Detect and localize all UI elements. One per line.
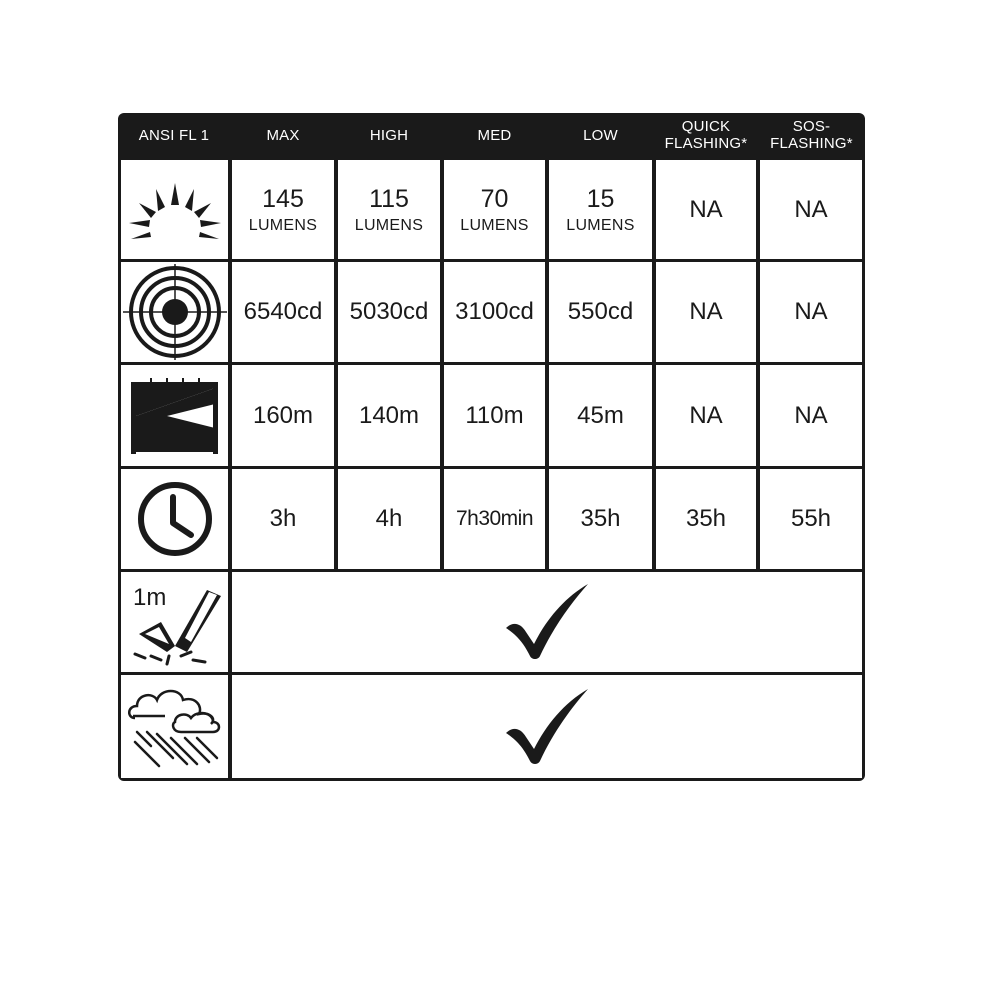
value: 3h xyxy=(269,505,297,532)
lumens-quick xyxy=(656,160,756,259)
value: 140m xyxy=(358,401,420,429)
value: 35h xyxy=(685,505,727,532)
candela-high xyxy=(338,262,440,362)
water-status xyxy=(232,675,862,778)
runtime-sos xyxy=(760,469,862,569)
impact-status xyxy=(232,572,862,672)
runtime-low xyxy=(549,469,652,569)
runtime-med xyxy=(444,469,545,569)
header-sos-line2: FLASHING* xyxy=(770,135,853,152)
header-quick-line1: QUICK xyxy=(681,118,731,135)
value: 45m xyxy=(577,401,624,429)
candela-med xyxy=(444,262,545,362)
value: 110m xyxy=(465,401,524,429)
candela-quick xyxy=(656,262,756,362)
target-icon xyxy=(121,262,228,362)
value: 55h xyxy=(790,505,832,532)
value: NA xyxy=(689,195,723,223)
lumens-low xyxy=(549,160,652,259)
lumens-med xyxy=(444,160,545,259)
value: NA xyxy=(689,298,723,325)
runtime-max xyxy=(232,469,334,569)
header-quick-flashing xyxy=(654,113,758,157)
header-label: ANSI FL 1 xyxy=(138,126,210,144)
sun-icon xyxy=(121,160,228,259)
header-quick-line2: FLASHING* xyxy=(664,135,748,152)
spec-table xyxy=(118,113,865,781)
candela-low xyxy=(549,262,652,362)
runtime-high xyxy=(338,469,440,569)
clock-icon xyxy=(121,469,228,569)
lumens-high xyxy=(338,160,440,259)
value: 160m xyxy=(252,401,314,429)
header-sos-flashing xyxy=(758,113,865,157)
distance-high xyxy=(338,365,440,466)
value: 5030cd xyxy=(349,298,429,325)
value: 550cd xyxy=(567,298,634,325)
value: 3100cd xyxy=(455,298,534,325)
impact-icon xyxy=(121,572,228,672)
distance-sos xyxy=(760,365,862,466)
value: NA xyxy=(794,195,828,223)
value: 7h30min xyxy=(455,507,534,530)
unit: LUMENS xyxy=(460,216,529,234)
value: NA xyxy=(794,401,828,429)
header-max: MAX xyxy=(266,126,300,144)
header-med: MED xyxy=(477,126,512,144)
beam-icon xyxy=(121,365,228,466)
distance-max xyxy=(232,365,334,466)
impact-height-label: 1m xyxy=(133,584,167,611)
distance-low xyxy=(549,365,652,466)
lumens-max xyxy=(232,160,334,259)
value: NA xyxy=(794,298,828,325)
unit: LUMENS xyxy=(354,216,424,234)
value: 4h xyxy=(375,505,403,532)
runtime-quick xyxy=(656,469,756,569)
rain-cloud-icon xyxy=(121,675,228,778)
checkmark-icon xyxy=(502,687,592,767)
value: 145 xyxy=(262,184,304,213)
value: 70 xyxy=(480,184,509,213)
value: 35h xyxy=(580,505,621,532)
distance-quick xyxy=(656,365,756,466)
unit: LUMENS xyxy=(566,216,635,234)
header-low: LOW xyxy=(583,126,618,144)
candela-sos xyxy=(760,262,862,362)
header-sos-line1: SOS- xyxy=(792,118,831,135)
value: 15 xyxy=(586,184,615,213)
value: 115 xyxy=(369,184,409,213)
candela-max xyxy=(232,262,334,362)
value: 6540cd xyxy=(243,298,323,325)
value: NA xyxy=(689,401,723,429)
checkmark-icon xyxy=(502,582,592,662)
lumens-sos xyxy=(760,160,862,259)
unit: LUMENS xyxy=(248,216,318,234)
distance-med xyxy=(444,365,545,466)
header-high: HIGH xyxy=(369,126,409,144)
